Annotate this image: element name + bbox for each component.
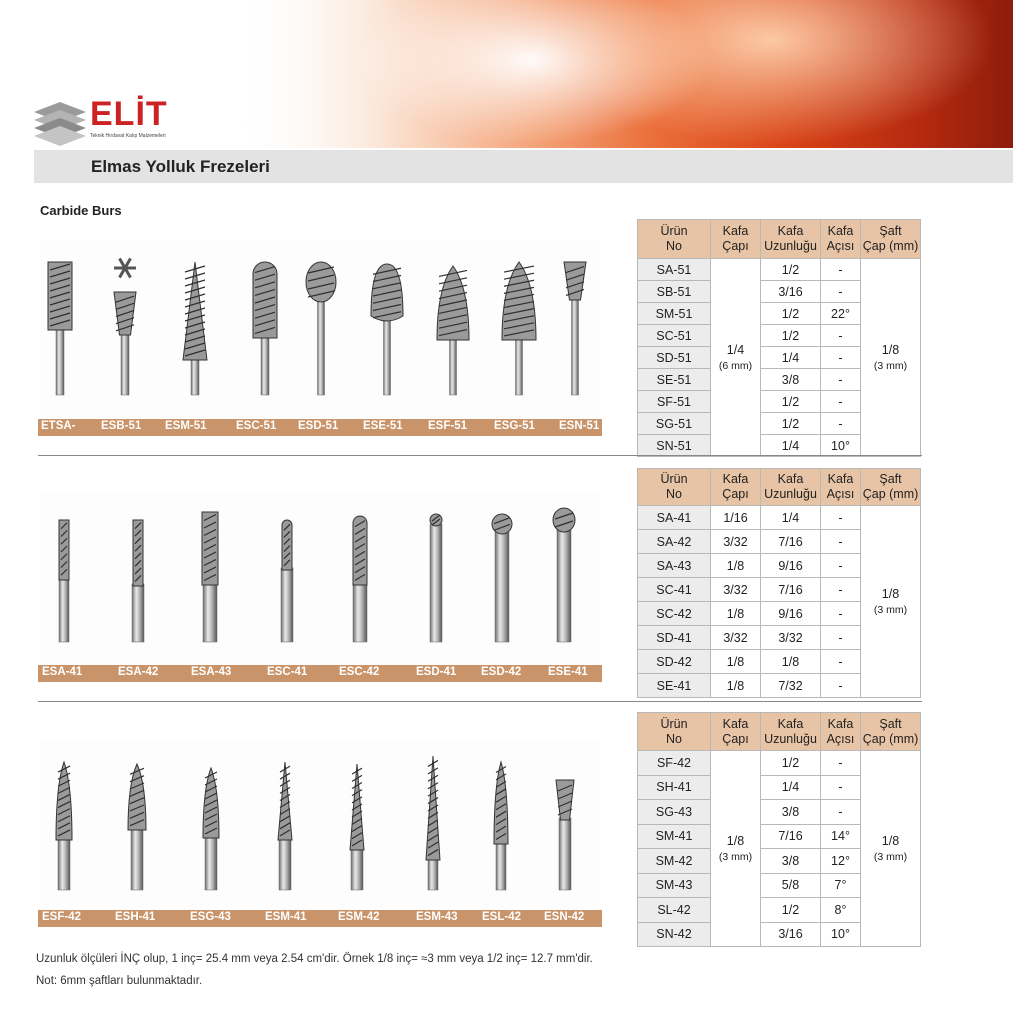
head-angle: 10° <box>821 435 861 457</box>
bur-tool-icon <box>132 520 144 642</box>
head-length: 1/2 <box>761 303 821 325</box>
product-code: SG-43 <box>638 800 711 825</box>
head-length: 1/4 <box>761 435 821 457</box>
bur-tool-icon <box>202 512 218 642</box>
head-angle: 12° <box>821 849 861 874</box>
head-length: 1/2 <box>761 325 821 347</box>
head-length: 3/16 <box>761 922 821 947</box>
head-length: 1/2 <box>761 413 821 435</box>
head-angle: - <box>821 578 861 602</box>
bur-tool-icon <box>253 262 277 395</box>
product-code: SB-51 <box>638 281 711 303</box>
bur-label: ESM-51 <box>165 420 207 432</box>
product-code: SG-51 <box>638 413 711 435</box>
head-angle: - <box>821 650 861 674</box>
head-length: 1/4 <box>761 775 821 800</box>
head-angle: - <box>821 554 861 578</box>
bur-label: ESE-51 <box>363 420 403 432</box>
product-code: SH-41 <box>638 775 711 800</box>
group3-label-bar <box>38 910 602 927</box>
head-length: 1/8 <box>761 650 821 674</box>
section-divider <box>38 455 922 456</box>
head-angle: - <box>821 602 861 626</box>
product-code: SA-51 <box>638 259 711 281</box>
head-angle: - <box>821 325 861 347</box>
units-note: Uzunluk ölçüleri İNÇ olup, 1 inç= 25.4 mm veya 2.54 cm'dir. Örnek 1/8 inç= ≈3 mm veya 1/2 inç= 12.7 mm'dir. <box>36 953 593 965</box>
head-angle: 8° <box>821 898 861 923</box>
product-code: SN-42 <box>638 922 711 947</box>
head-length: 7/16 <box>761 530 821 554</box>
bur-tool-icon <box>371 264 403 395</box>
head-length: 1/4 <box>761 347 821 369</box>
product-code: SA-42 <box>638 530 711 554</box>
bur-label: ESB-51 <box>101 420 142 432</box>
head-diameter: 1/16 <box>711 506 761 530</box>
head-angle: - <box>821 775 861 800</box>
group1-bur-images <box>40 240 600 420</box>
bur-tool-icon <box>56 762 72 890</box>
group2-label-bar <box>38 665 602 682</box>
col-header-length: Kafa Uzunluğu <box>761 469 821 506</box>
bur-label: ESA-41 <box>42 666 83 678</box>
bur-label: ESN-51 <box>559 420 600 432</box>
bur-tool-icon <box>278 762 292 890</box>
head-angle: - <box>821 347 861 369</box>
head-diameter: 1/8 <box>711 554 761 578</box>
col-header-shank: Şaft Çap (mm) <box>861 713 921 751</box>
bur-tool-icon <box>183 262 207 395</box>
bur-tool-icon <box>564 262 586 395</box>
col-header-angle: Kafa Açısı <box>821 713 861 751</box>
head-angle: - <box>821 369 861 391</box>
table-row <box>638 259 921 281</box>
head-length: 3/8 <box>761 800 821 825</box>
col-header-shank: Şaft Çap (mm) <box>861 469 921 506</box>
head-length: 1/2 <box>761 391 821 413</box>
head-angle: - <box>821 281 861 303</box>
head-diameter-merged: 1/4 (6 mm) <box>711 259 761 457</box>
product-code: SD-42 <box>638 650 711 674</box>
bur-tool-icon <box>306 262 336 395</box>
product-code: SM-51 <box>638 303 711 325</box>
group3-spec-table <box>637 712 921 947</box>
bur-tool-icon <box>353 516 367 642</box>
head-length: 1/4 <box>761 506 821 530</box>
product-code: SF-42 <box>638 751 711 776</box>
head-angle: - <box>821 391 861 413</box>
head-diameter: 3/32 <box>711 530 761 554</box>
product-code: SC-51 <box>638 325 711 347</box>
bur-label: ESA-42 <box>118 666 159 678</box>
shank-note: Not: 6mm şaftları bulunmaktadır. <box>36 975 203 987</box>
head-angle: - <box>821 626 861 650</box>
bur-label: ESA-43 <box>191 666 232 678</box>
col-header-length: Kafa Uzunluğu <box>761 220 821 259</box>
group2-bur-images <box>40 490 600 665</box>
shank-diameter-merged: 1/8 (3 mm) <box>861 751 921 947</box>
section-title: Carbide Burs <box>40 203 122 218</box>
col-header-product: Ürün No <box>638 469 711 506</box>
head-length: 7/32 <box>761 674 821 698</box>
col-header-shank: Şaft Çap (mm) <box>861 220 921 259</box>
head-diameter: 1/8 <box>711 674 761 698</box>
product-code: SN-51 <box>638 435 711 457</box>
product-code: SD-51 <box>638 347 711 369</box>
col-header-angle: Kafa Açısı <box>821 220 861 259</box>
head-length: 3/8 <box>761 849 821 874</box>
bur-label: ESF-51 <box>428 420 467 432</box>
bur-tool-icon <box>114 292 136 395</box>
head-angle: - <box>821 800 861 825</box>
shank-diameter-merged: 1/8 (3 mm) <box>861 506 921 698</box>
head-angle: - <box>821 751 861 776</box>
bur-label: ESC-41 <box>267 666 308 678</box>
group1-spec-table <box>637 219 921 457</box>
head-length: 1/2 <box>761 259 821 281</box>
bur-tool-icon <box>430 514 442 642</box>
product-code: SM-41 <box>638 824 711 849</box>
product-code: SA-43 <box>638 554 711 578</box>
brand-tagline: Teknik Hırdavat Kalıp Malzemeleri <box>90 133 166 139</box>
product-code: SE-51 <box>638 369 711 391</box>
table-row <box>638 751 921 776</box>
product-code: SD-41 <box>638 626 711 650</box>
bur-label: ETSA- <box>41 420 76 432</box>
bur-label: ESE-41 <box>548 666 588 678</box>
head-length: 9/16 <box>761 554 821 578</box>
product-code: SL-42 <box>638 898 711 923</box>
title-bar <box>34 150 1013 183</box>
bur-tool-icon <box>59 520 69 642</box>
product-code: SE-41 <box>638 674 711 698</box>
bur-label: ESM-42 <box>338 911 380 923</box>
head-length: 1/2 <box>761 898 821 923</box>
bur-label: ESF-42 <box>42 911 81 923</box>
group1-label-bar <box>38 419 602 436</box>
bur-label: ESL-42 <box>482 911 521 923</box>
head-length: 3/16 <box>761 281 821 303</box>
table-row <box>638 506 921 530</box>
bur-tool-icon <box>426 756 440 890</box>
bur-tool-icon <box>553 508 575 642</box>
head-length: 5/8 <box>761 873 821 898</box>
bur-tool-icon <box>48 262 72 395</box>
head-diameter: 3/32 <box>711 578 761 602</box>
bur-tool-icon <box>492 514 512 642</box>
product-code: SM-43 <box>638 873 711 898</box>
bur-label: ESD-41 <box>416 666 457 678</box>
shank-diameter-merged: 1/8 (3 mm) <box>861 259 921 457</box>
head-diameter: 1/8 <box>711 650 761 674</box>
bur-tool-icon <box>556 780 574 890</box>
head-angle: - <box>821 506 861 530</box>
head-diameter: 1/8 <box>711 602 761 626</box>
page-title: Elmas Yolluk Frezeleri <box>91 157 270 176</box>
head-angle: 7° <box>821 873 861 898</box>
bur-label: ESM-43 <box>416 911 458 923</box>
bur-top-view-icon <box>114 258 136 277</box>
group2-spec-table <box>637 468 921 698</box>
col-header-product: Ürün No <box>638 220 711 259</box>
col-header-diameter: Kafa Çapı <box>711 469 761 506</box>
bur-tool-icon <box>350 764 364 890</box>
bur-label: ESG-51 <box>494 420 535 432</box>
product-code: SA-41 <box>638 506 711 530</box>
head-angle: 22° <box>821 303 861 325</box>
head-angle: 14° <box>821 824 861 849</box>
head-angle: - <box>821 413 861 435</box>
section-divider <box>38 701 922 702</box>
head-length: 9/16 <box>761 602 821 626</box>
bur-label: ESD-51 <box>298 420 339 432</box>
bur-tool-icon <box>494 762 508 890</box>
bur-tool-icon <box>203 768 219 890</box>
col-header-length: Kafa Uzunluğu <box>761 713 821 751</box>
bur-tool-icon <box>281 520 293 642</box>
product-code: SC-41 <box>638 578 711 602</box>
head-angle: - <box>821 259 861 281</box>
head-length: 7/16 <box>761 824 821 849</box>
head-diameter: 3/32 <box>711 626 761 650</box>
head-angle: - <box>821 674 861 698</box>
col-header-diameter: Kafa Çapı <box>711 220 761 259</box>
head-diameter-merged: 1/8 (3 mm) <box>711 751 761 947</box>
bur-label: ESC-42 <box>339 666 380 678</box>
head-angle: 10° <box>821 922 861 947</box>
product-code: SF-51 <box>638 391 711 413</box>
head-length: 7/16 <box>761 578 821 602</box>
bur-label: ESN-42 <box>544 911 585 923</box>
col-header-diameter: Kafa Çapı <box>711 713 761 751</box>
brand-logo-text: ELİT <box>90 95 168 133</box>
head-length: 3/8 <box>761 369 821 391</box>
head-angle: - <box>821 530 861 554</box>
product-code: SC-42 <box>638 602 711 626</box>
head-length: 1/2 <box>761 751 821 776</box>
group3-bur-images <box>40 740 600 910</box>
head-length: 3/32 <box>761 626 821 650</box>
col-header-product: Ürün No <box>638 713 711 751</box>
header-banner-fade <box>230 0 390 148</box>
bur-tool-icon <box>128 764 146 890</box>
bur-tool-icon <box>502 262 536 395</box>
bur-label: ESH-41 <box>115 911 156 923</box>
col-header-angle: Kafa Açısı <box>821 469 861 506</box>
product-code: SM-42 <box>638 849 711 874</box>
bur-label: ESG-43 <box>190 911 231 923</box>
bur-label: ESD-42 <box>481 666 522 678</box>
bur-label: ESM-41 <box>265 911 307 923</box>
bur-label: ESC-51 <box>236 420 277 432</box>
bur-tool-icon <box>437 266 469 395</box>
